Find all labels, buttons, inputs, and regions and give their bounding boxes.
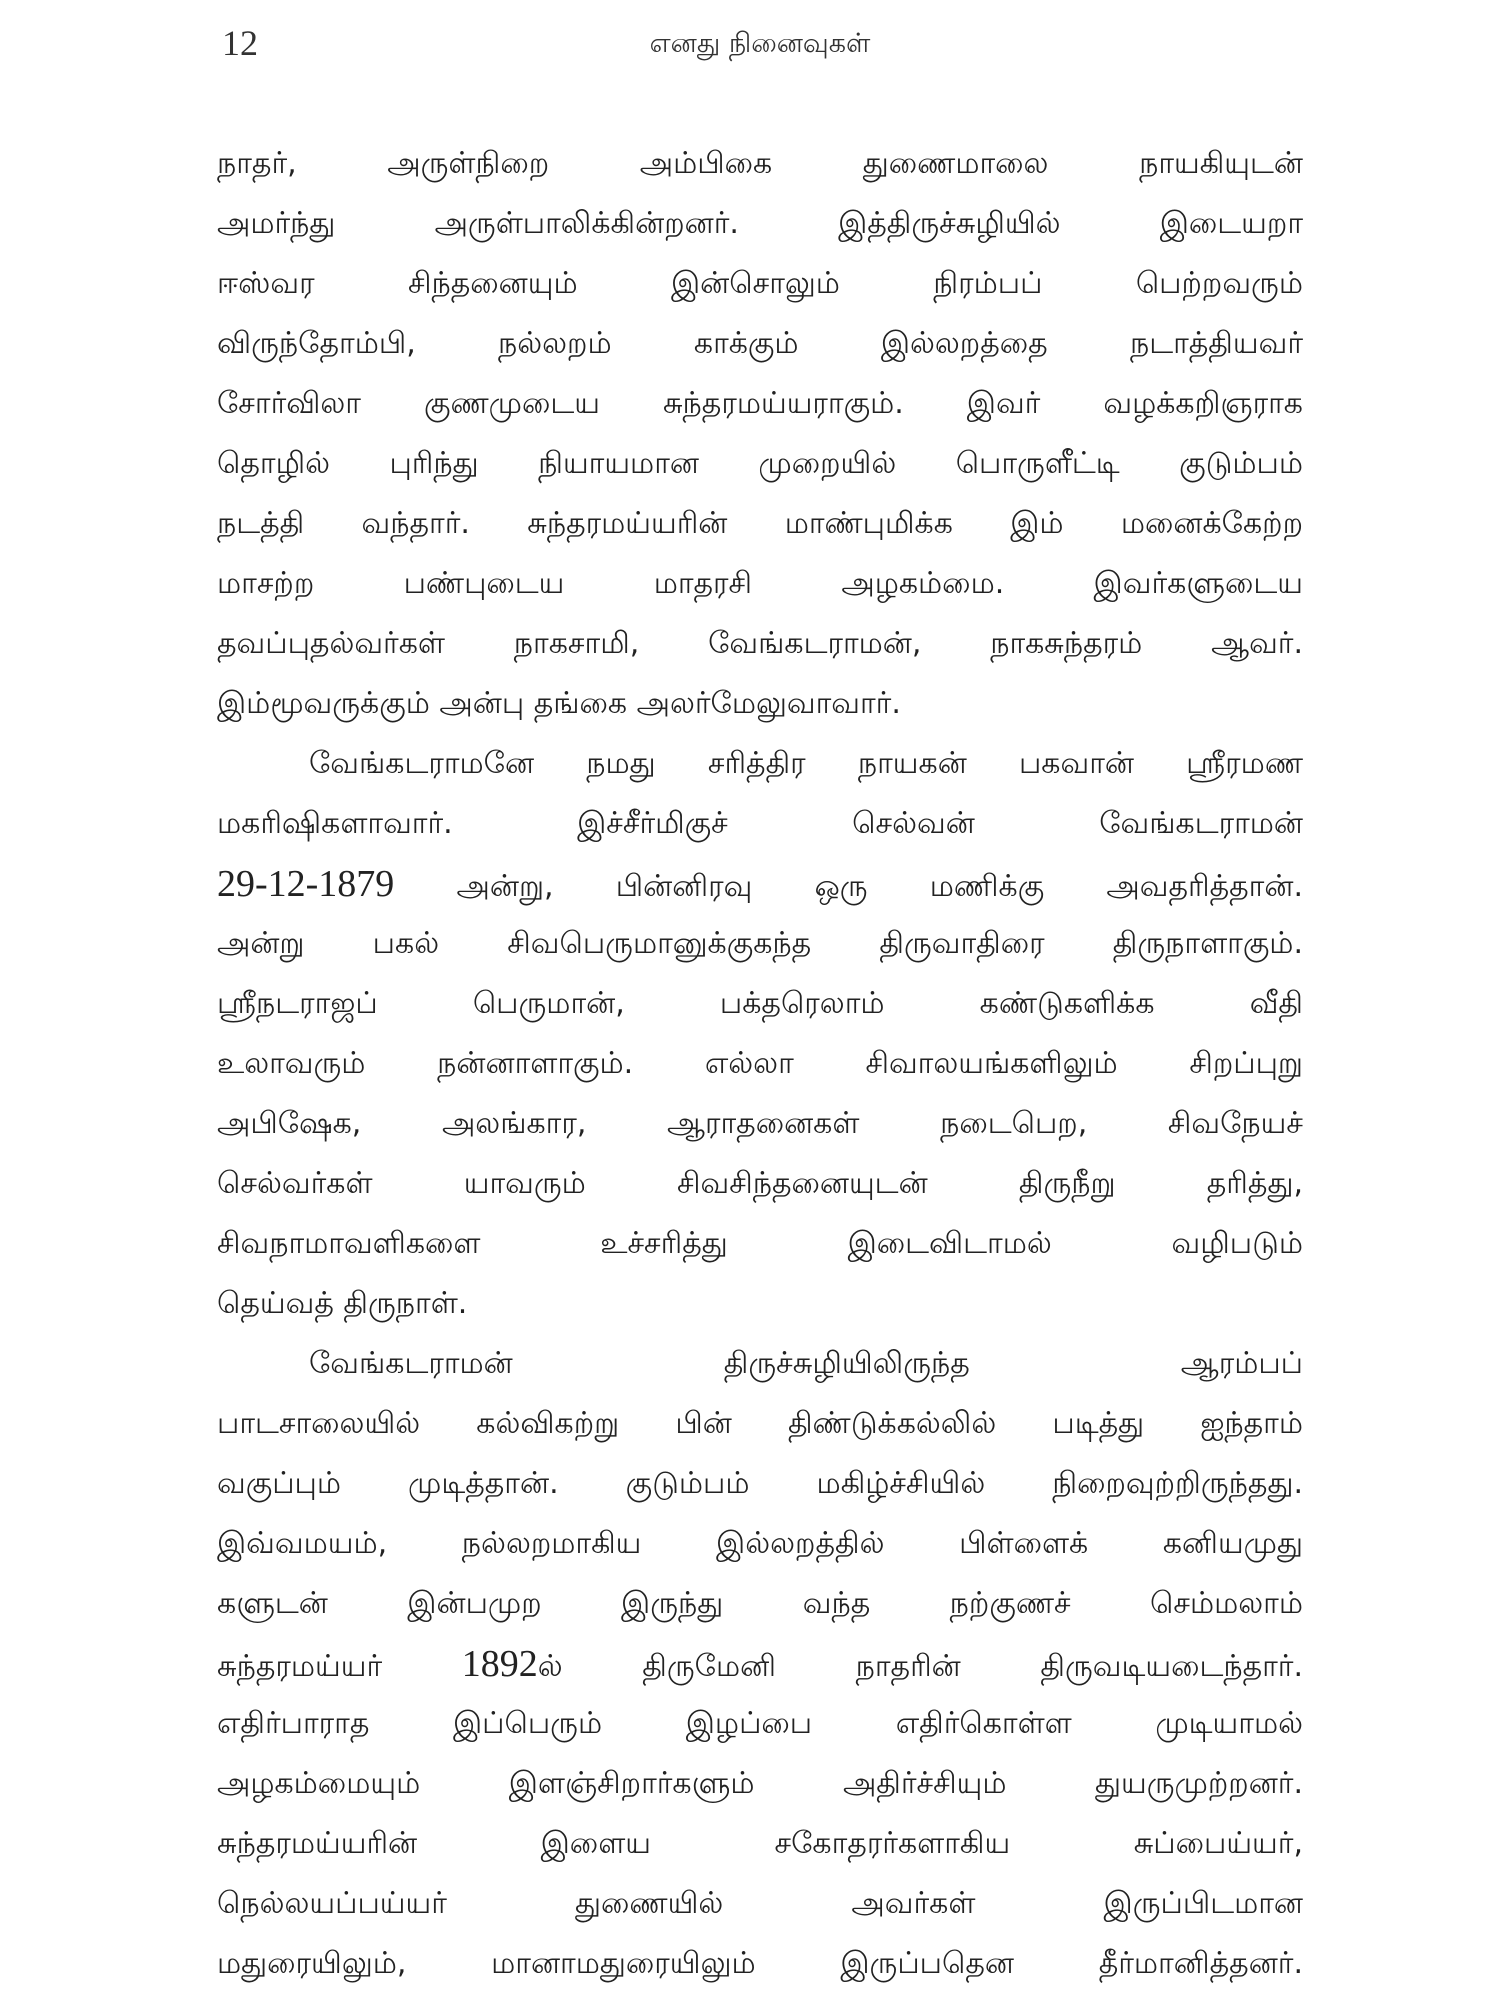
line-text: விருந்தோம்பி, நல்லறம் காக்கும் இல்லறத்தை நடாத்தியவர்: [217, 326, 1303, 361]
text-line: [217, 374, 1303, 434]
line-text: செல்வர்கள் யாவரும் சிவசிந்தனையுடன் திருநீறு தரித்து,: [217, 1166, 1303, 1201]
text-line: [217, 1754, 1303, 1814]
text-line: [217, 974, 1303, 1034]
numeral-text: 29-12-1879: [217, 863, 395, 905]
line-text: இம்மூவருக்கும் அன்பு தங்கை அலர்மேலுவாவார்.: [217, 686, 901, 721]
line-text: வேங்கடராமனே நமது சரித்திர நாயகன் பகவான் ஸ்ரீரமண: [309, 746, 1303, 781]
text-line: [217, 614, 1303, 674]
text-line: [217, 1394, 1303, 1454]
line-text: அன்று பகல் சிவபெருமானுக்குகந்த திருவாதிரை திருநாளாகும்.: [217, 926, 1303, 961]
running-title: எனது நினைவுகள்: [649, 28, 871, 59]
text-line: [217, 1514, 1303, 1574]
text-line: [217, 794, 1303, 854]
text-line: [217, 1094, 1303, 1154]
line-text: சுந்தரமய்யரின் இளைய சகோதரர்களாகிய சுப்பைய்யர்,: [217, 1826, 1303, 1861]
text-line: [217, 1694, 1303, 1754]
line-text: நெல்லயப்பய்யர் துணையில் அவர்கள் இருப்பிடமான: [217, 1886, 1303, 1921]
line-text: அழகம்மையும் இளஞ்சிறார்களும் அதிர்ச்சியும் துயருமுற்றனர்.: [217, 1766, 1303, 1801]
text-line: [217, 134, 1303, 194]
line-text: பாடசாலையில் கல்விகற்று பின் திண்டுக்கல்லில் படித்து ஐந்தாம்: [217, 1406, 1303, 1441]
line-text: தொழில் புரிந்து நியாயமான முறையில் பொருளீட்டி குடும்பம்: [217, 446, 1303, 481]
line-text: அபிஷேக, அலங்கார, ஆராதனைகள் நடைபெற, சிவநேயச்: [217, 1106, 1303, 1141]
text-line: [217, 1574, 1303, 1634]
line-text: இவ்வமயம், நல்லறமாகிய இல்லறத்தில் பிள்ளைக் கனியமுது: [217, 1526, 1303, 1561]
text-line: [217, 494, 1303, 554]
text-line: [217, 1934, 1303, 1994]
text-line: [217, 434, 1303, 494]
line-text: அமர்ந்து அருள்பாலிக்கின்றனர். இத்திருச்சுழியில் இடையறா: [217, 206, 1303, 241]
line-text: எதிர்பாராத இப்பெரும் இழப்பை எதிர்கொள்ள முடியாமல்: [217, 1706, 1303, 1741]
text-line: [217, 314, 1303, 374]
text-line: [217, 1274, 1303, 1334]
line-text: அன்று, பின்னிரவு ஒரு மணிக்கு அவதரித்தான்.: [394, 869, 1303, 904]
text-line: [217, 1214, 1303, 1274]
numeral-text: 1892: [461, 1643, 538, 1685]
text-line: [217, 1814, 1303, 1874]
text-line: [217, 554, 1303, 614]
paragraph-first-line: [217, 1334, 1303, 1394]
text-line: [217, 914, 1303, 974]
text-line: [217, 1034, 1303, 1094]
line-text: வகுப்பும் முடித்தான். குடும்பம் மகிழ்ச்சியில் நிறைவுற்றிருந்தது.: [217, 1466, 1303, 1501]
line-text: சிவநாமாவளிகளை உச்சரித்து இடைவிடாமல் வழிபடும்: [217, 1226, 1303, 1261]
line-text: ஈஸ்வர சிந்தனையும் இன்சொலும் நிரம்பப் பெற்றவரும்: [217, 266, 1303, 301]
line-text: நடத்தி வந்தார். சுந்தரமய்யரின் மாண்புமிக்க இம் மனைக்கேற்ற: [217, 506, 1303, 541]
text-line: [217, 674, 1303, 734]
text-line: [217, 1634, 1303, 1694]
line-text: வேங்கடராமன் திருச்சுழியிலிருந்த ஆரம்பப்: [309, 1346, 1303, 1381]
text-line: [217, 1874, 1303, 1934]
text-line: [217, 1154, 1303, 1214]
text-line: [217, 854, 1303, 914]
line-text: தெய்வத் திருநாள்.: [217, 1286, 468, 1321]
body-text: [217, 134, 1303, 1994]
line-text: நாதர், அருள்நிறை அம்பிகை துணைமாலை நாயகியுடன்: [217, 146, 1303, 181]
line-text: மகரிஷிகளாவார். இச்சீர்மிகுச் செல்வன் வேங்கடராமன்: [217, 806, 1303, 841]
line-text: சோர்விலா குணமுடைய சுந்தரமய்யராகும். இவர் வழக்கறிஞராக: [217, 386, 1303, 421]
text-line: [217, 254, 1303, 314]
line-text: தவப்புதல்வர்கள் நாகசாமி, வேங்கடராமன், நாகசுந்தரம் ஆவர்.: [217, 626, 1303, 661]
line-text: ஸ்ரீநடராஜப் பெருமான், பக்தரெலாம் கண்டுகளிக்க வீதி: [217, 986, 1303, 1021]
text-line: [217, 1454, 1303, 1514]
line-text: மாசற்ற பண்புடைய மாதரசி அழகம்மை. இவர்களுடைய: [217, 566, 1303, 601]
line-text: சுந்தரமய்யர்: [217, 1649, 462, 1684]
paragraph-first-line: [217, 734, 1303, 794]
line-text: உலாவரும் நன்னாளாகும். எல்லா சிவாலயங்களிலும் சிறப்புறு: [217, 1046, 1303, 1081]
page-number: 12: [222, 23, 258, 63]
line-text: ல் திருமேனி நாதரின் திருவடியடைந்தார்.: [537, 1649, 1304, 1684]
text-line: [217, 194, 1303, 254]
line-text: களுடன் இன்பமுற இருந்து வந்த நற்குணச் செம்மலாம்: [217, 1586, 1303, 1621]
line-text: மதுரையிலும், மானாமதுரையிலும் இருப்பதென தீர்மானித்தனர்.: [217, 1946, 1303, 1981]
